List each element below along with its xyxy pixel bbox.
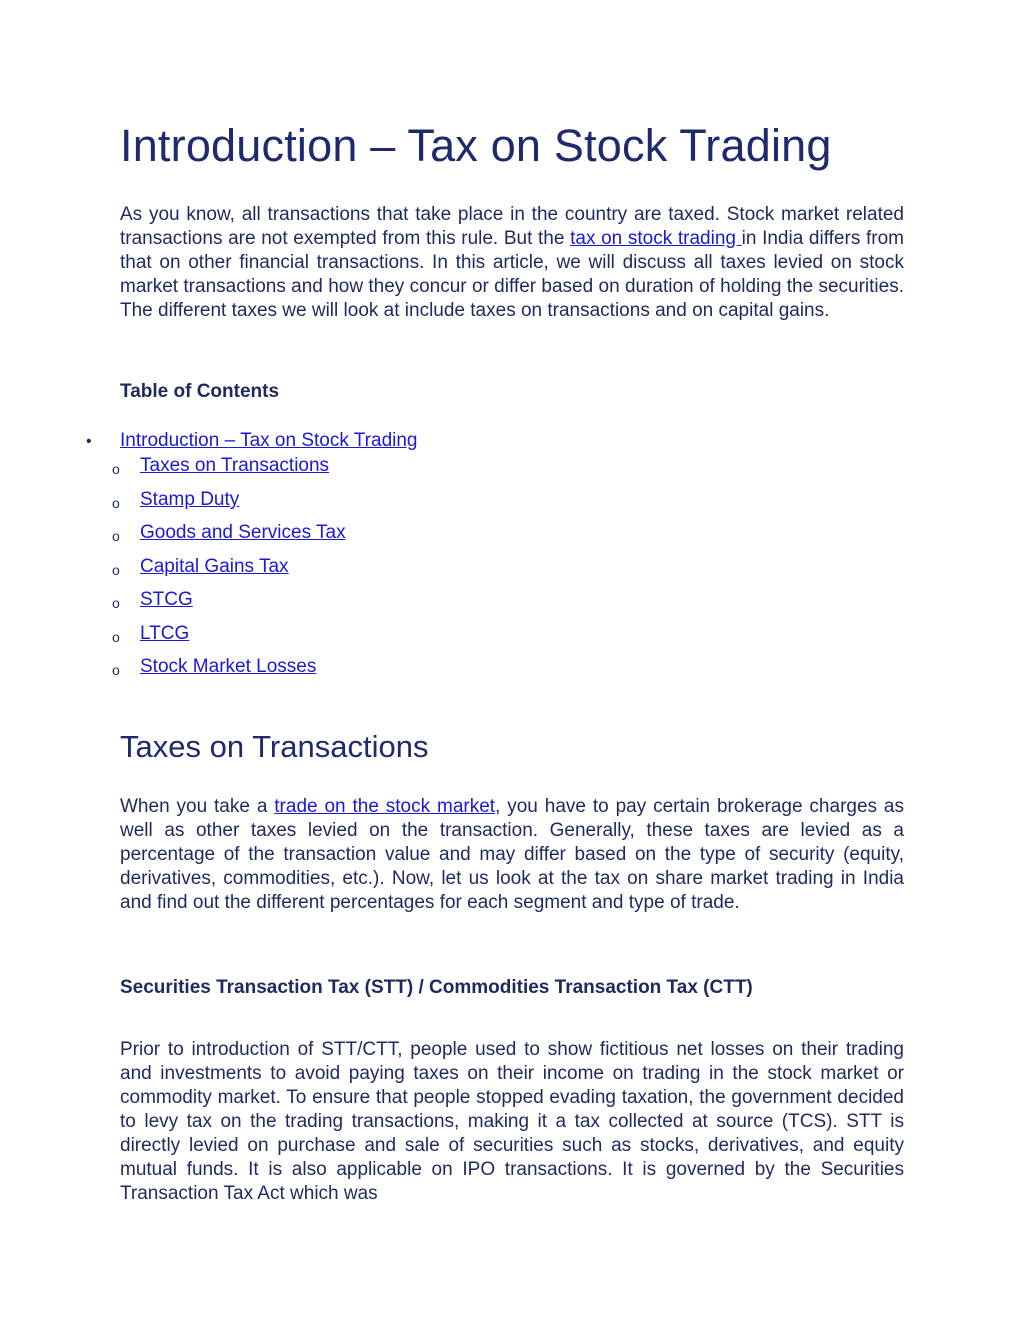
toc-subitem — [0, 454, 1024, 478]
toc-subitem — [0, 588, 1024, 612]
toc-circle-bullet-icon: o — [112, 461, 120, 477]
toc-item-taxes-on-transactions[interactable]: Taxes on Transactions — [140, 455, 330, 476]
toc-subitem — [0, 488, 1024, 512]
intro-text-after-link: in India differs from that on other financial transactions. In this article, we will discuss all taxes levied on stock market transactions and how they concur or differ based on duration of holding the securities. The different taxes we will look at include taxes on transactions and on capital gains. — [120, 228, 904, 321]
page-title: Introduction – Tax on Stock Trading — [120, 120, 832, 171]
taxes-on-transactions-paragraph — [120, 795, 904, 915]
toc-item-stock-market-losses[interactable]: Stock Market Losses — [140, 656, 317, 677]
toc-bullet-icon: • — [86, 433, 92, 450]
toc-subitem — [0, 655, 1024, 679]
toc-item-ltcg[interactable]: LTCG — [140, 623, 190, 644]
tax-on-stock-trading-link[interactable]: tax on stock trading — [570, 228, 742, 249]
toc-subitem — [0, 622, 1024, 646]
toc-circle-bullet-icon: o — [112, 562, 120, 578]
toc-circle-bullet-icon: o — [112, 662, 120, 678]
section-heading-taxes-on-transactions: Taxes on Transactions — [120, 729, 429, 764]
table-of-contents-heading: Table of Contents — [120, 381, 280, 402]
section-text-after-link: , you have to pay certain brokerage charges as well as other taxes levied on the transaction. Generally, these taxes are levied as a percentage of the transaction value and may differ based on the type of security (equity, derivatives, commodities, etc.). Now, let us look at the tax on share market trading in India and find out the different percentages for each segment and type of trade. — [120, 796, 904, 913]
toc-item-introduction[interactable]: Introduction – Tax on Stock Trading — [120, 430, 418, 451]
stt-ctt-heading: Securities Transaction Tax (STT) / Commodities Transaction Tax (CTT) — [120, 977, 753, 998]
stt-paragraph: Prior to introduction of STT/CTT, people used to show fictitious net losses on their trading and investments to avoid paying taxes on their income on trading in the stock market or commodity market. To ensure that people stopped evading taxation, the government decided to levy tax on the trading transactions, making it a tax collected at source (TCS). STT is directly levied on purchase and sale of securities such as stocks, derivatives, and equity mutual funds. It is also applicable on IPO transactions. It is governed by the Securities Transaction Tax Act which was — [120, 1039, 904, 1204]
toc-item-capital-gains-tax[interactable]: Capital Gains Tax — [140, 556, 289, 577]
toc-item-stamp-duty[interactable]: Stamp Duty — [140, 489, 240, 510]
section-text-before-link: When you take a — [120, 796, 275, 817]
intro-paragraph — [120, 203, 904, 323]
toc-circle-bullet-icon: o — [112, 528, 120, 544]
toc-item-stcg[interactable]: STCG — [140, 589, 193, 610]
intro-text-before-link: As you know, all transactions that take place in the country are taxed. Stock market related transactions are not exempted from this rule. But the — [120, 204, 904, 249]
toc-item-goods-and-services-tax[interactable]: Goods and Services Tax — [140, 522, 346, 543]
toc-subitem — [0, 555, 1024, 579]
toc-circle-bullet-icon: o — [112, 629, 120, 645]
trade-on-the-stock-market-link[interactable]: trade on the stock market — [274, 796, 496, 817]
toc-circle-bullet-icon: o — [112, 495, 120, 511]
toc-subitem — [0, 521, 1024, 545]
toc-circle-bullet-icon: o — [112, 595, 120, 611]
